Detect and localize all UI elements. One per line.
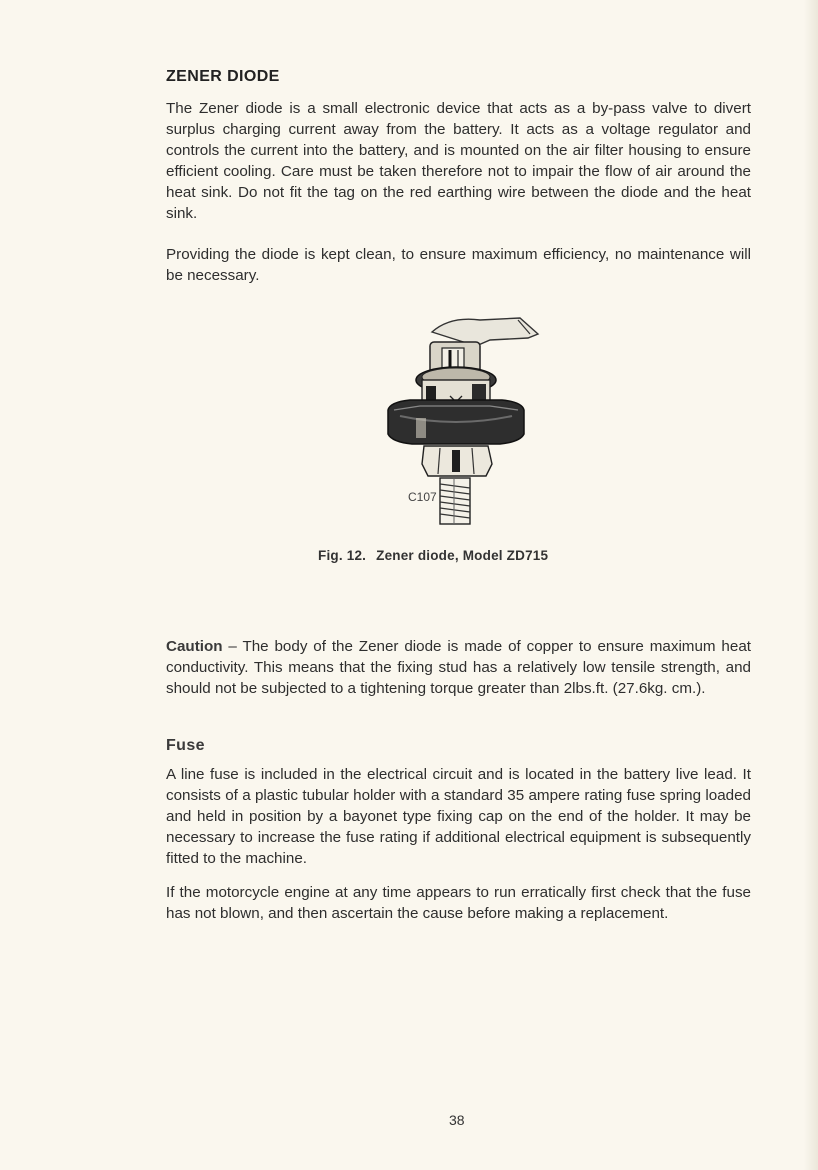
figure-number: Fig. 12.	[318, 548, 367, 563]
figure-caption	[318, 548, 548, 563]
fuse-heading: Fuse	[166, 737, 205, 754]
figure-caption-text: Zener diode, Model ZD715	[376, 548, 549, 563]
zener-diode-illustration	[380, 306, 540, 536]
fuse-check-paragraph: If the motorcycle engine at any time appears to run erratically first check that the fuse has not blown, and then ascertain the cause before making a replacement.	[166, 884, 751, 922]
caution-text: – The body of the Zener diode is made of copper to ensure maximum heat conductivity. This means that the fixing stud has a relatively low tensile strength, and should not be subjected to a tightening torque greater than 2lbs.ft. (27.6kg. cm.).	[166, 638, 751, 697]
caution-label: Caution	[166, 638, 223, 655]
zener-maintenance-paragraph: Providing the diode is kept clean, to ensure maximum efficiency, no maintenance will be necessary.	[166, 246, 751, 284]
fuse-description-paragraph: A line fuse is included in the electrical circuit and is located in the battery live lead. It consists of a plastic tubular holder with a standard 35 ampere rating fuse spring loaded and held in position by a bayonet type fixing cap on the end of the holder. It may be necessary to increase the fuse rating if additional electrical equipment is subsequently fitted to the machine.	[166, 766, 751, 867]
page-number: 38	[449, 1112, 465, 1128]
zener-diode-drawing	[380, 306, 540, 536]
zener-diode-heading: ZENER DIODE	[166, 68, 280, 85]
zener-description-paragraph: The Zener diode is a small electronic device that acts as a by-pass valve to divert surplus charging current away from the battery. It acts as a voltage regulator and controls the current into the battery, and is mounted on the air filter housing to ensure efficient cooling. Care must be taken therefore not to impair the flow of air around the heat sink. Do not fit the tag on the red earthing wire between the diode and the heat sink.	[166, 100, 751, 222]
page-edge-shadow	[804, 0, 818, 1170]
part-label-c107: C107	[408, 490, 437, 504]
caution-paragraph	[166, 636, 751, 699]
